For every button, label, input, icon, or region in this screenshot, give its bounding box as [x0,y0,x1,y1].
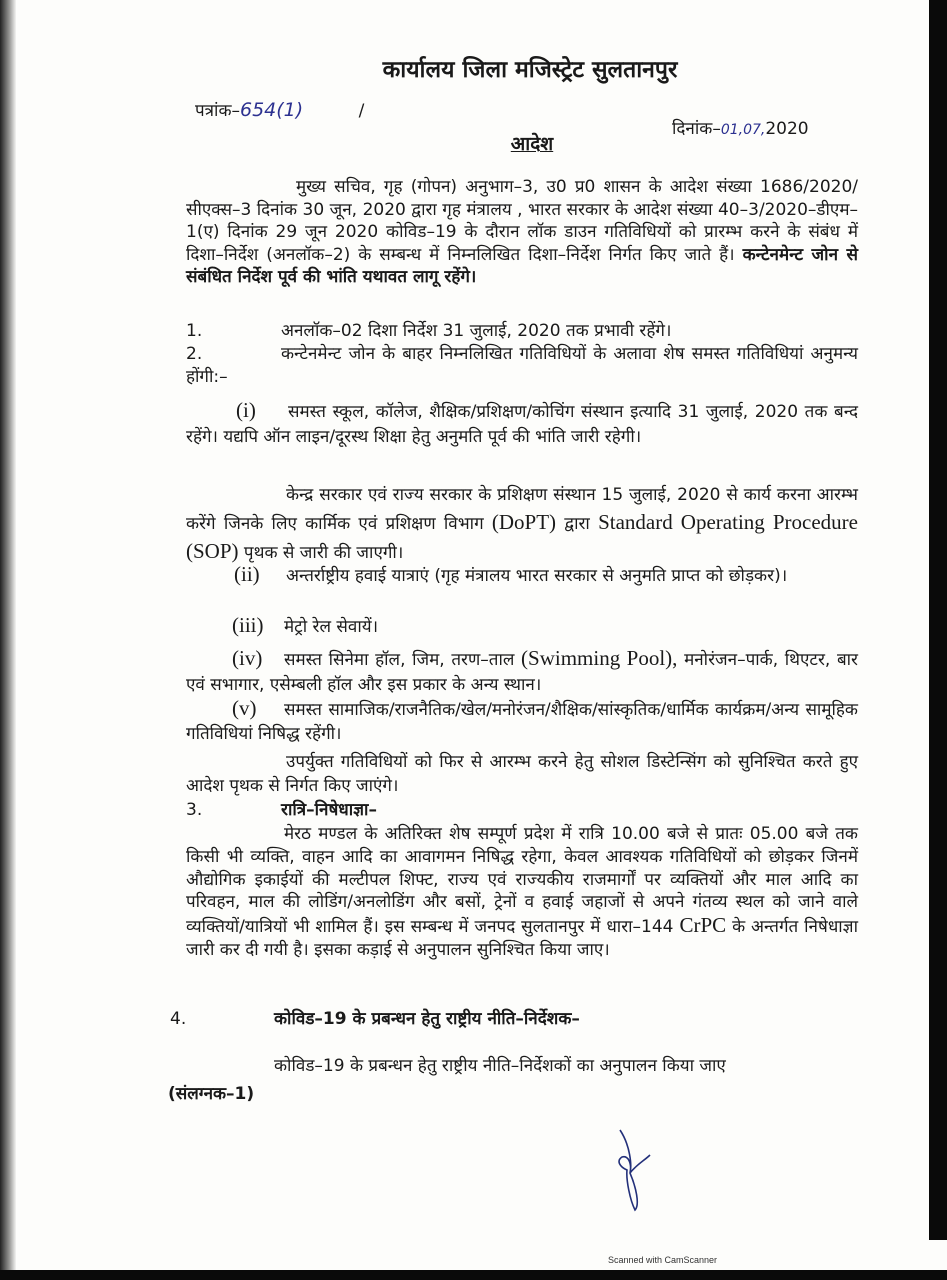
scan-edge-left [0,0,16,1280]
item-title: कोविड–19 के प्रबन्धन हेतु राष्ट्रीय नीति–निर्देशक– [274,1009,580,1029]
sub-item-text: समस्त स्कूल, कॉलेज, शैक्षिक/प्रशिक्षण/कोचिंग संस्थान इत्यादि 31 जुलाई, 2020 तक बन्द रहेंगे। यद्यपि ऑन लाइन/दूरस्थ शिक्षा हेतु अनुमति पूर्व की भांति जारी रहेगी। [186,402,858,447]
intro-bold-text: कन्टेनमेन्ट जोन से संबंधित निर्देश पूर्व की भांति यथावत लागू रहेंगे। [186,244,858,288]
sub-item-number: (iv) [232,646,263,670]
intro-text: मुख्य सचिव, गृह (गोपन) अनुभाग–3, उ0 प्र0 शासन के आदेश संख्या 1686/2020/सीएक्स–3 दिनांक 30 जून, 2020 द्वारा गृह मंत्रालय , भारत सरकार के आदेश संख्या 40–3/2020–डीएम–1(ए) दिनांक 29 जून 2020 कोविड–19 के दौरान लॉक डाउन गतिविधियों को प्रारम्भ करने के संबंध में दिशा–निर्देश (अनलॉक–2) के सम्बन्ध में निम्नलिखित दिशा–निर्देश निर्गत किए जाते हैं। [186,177,858,265]
curfew-text-b: के अन्तर्गत निषेधाज्ञा जारी कर दी गयी है। इसका कड़ाई से अनुपालन सुनिश्चित किया जाए। [186,917,858,960]
swimming-pool: (Swimming Pool), [521,646,678,670]
scan-edge-right [929,0,947,1240]
guidelines-text: कोविड–19 के प्रबन्धन हेतु राष्ट्रीय नीति–निर्देशकों का अनुपालन किया जाए [274,1056,726,1076]
office-heading: कार्यालय जिला मजिस्ट्रेट सुलतानपुर [382,57,678,83]
scanner-watermark: Scanned with CamScanner [608,1255,718,1265]
sub-item-i [186,398,858,449]
scan-edge-bottom [0,1270,947,1280]
training-end: पृथक से जारी की जाएगी। [243,543,404,563]
item-number: 3. [186,800,203,820]
sub-item-iv [186,646,858,698]
intro-paragraph [186,176,858,289]
sub-item-text: अन्तर्राष्ट्रीय हवाई यात्राएं (गृह मंत्रालय भारत सरकार से अनुमति प्राप्त को छोड़कर)। [286,566,788,586]
crpc: CrPC [679,913,727,938]
sub-item-number: (iii) [232,613,264,637]
sub-item-v [186,696,858,746]
sub-item-iii [186,614,858,639]
item-4-heading [170,1008,858,1031]
sop: Standard Operating Procedure (SOP) [186,510,858,563]
item-3-body [186,823,858,962]
signature [610,1125,670,1219]
sub-item-ii [186,562,858,588]
curfew-text: मेरठ मण्डल के अतिरिक्त शेष सम्पूर्ण प्रदेश में रात्रि 10.00 बजे से प्रातः 05.00 बजे तक किसी भी व्यक्ति, वाहन आदि का आवागमन निषिद्ध रहेगा, केवल आवश्यक गतिविधियों को छोड़कर जिनमें औद्योगिक इकाईयों की मल्टीपल शिफ्ट, राज्य एवं राज्यकीय राजमार्गों पर व्यक्तियों और माल आदि का परिवहन, माल की लोडिंग/अनलोडिंग और बसों, ट्रेनों व हवाई जहाजों से अपने गंतव्य स्थल को जाने वाले व्यक्तियों/यात्रियों भी शामिल हैं। इस सम्बन्ध में जनपद सुलतानपुर में धारा–144 [186,824,858,938]
resume-paragraph [186,750,858,798]
sub-item-number: (ii) [234,562,260,586]
signature-mark-icon [610,1125,670,1215]
sub-item-number: (v) [232,696,257,720]
dopt: (DoPT) [491,510,557,534]
item-1 [186,320,858,343]
training-text: केन्द्र सरकार एवं राज्य सरकार के प्रशिक्षण संस्थान 15 जुलाई, 2020 से कार्य करना आरम्भ करेंगे जिनके लिए कार्मिक एवं प्रशिक्षण विभाग [186,485,858,534]
item-number: 1. [186,321,203,341]
item-4-body [168,1052,858,1108]
date-year: 2020 [765,119,809,139]
sub-item-text: मेट्रो रेल सेवायें। [284,617,379,637]
reference-number [195,98,364,121]
sub-item-text-b: मनोरंजन–पार्क, थिएटर, बार एवं सभागार, एसेम्बली हॉल और इस प्रकार के अन्य स्थान। [186,650,859,695]
sub-item-text: समस्त सिनेमा हॉल, जिम, तरण–ताल [284,650,515,670]
sub-item-number: (i) [236,398,256,422]
training-via: द्वारा [564,514,590,534]
item-text: अनलॉक–02 दिशा निर्देश 31 जुलाई, 2020 तक प्रभावी रहेंगे। [281,321,672,341]
item-text: कन्टेनमेन्ट जोन के बाहर निम्नलिखित गतिविधियों के अलावा शेष समस्त गतिविधियां अनुमन्य होंगी:– [186,344,858,387]
annexure-ref: (संलग्नक–1) [168,1084,255,1104]
order-title: आदेश [510,133,554,155]
item-number: 2. [186,344,203,364]
item-number: 4. [170,1009,187,1029]
ref-separator: / [358,101,365,121]
ref-label: पत्रांक– [195,101,240,121]
training-paragraph [186,482,858,567]
item-2 [186,343,858,388]
item-3-heading [186,799,858,822]
sub-item-text: समस्त सामाजिक/राजनैतिक/खेल/मनोरंजन/शैक्षिक/सांस्कृतिक/धार्मिक कार्यक्रम/अन्य सामूहिक गतिविधियां निषिद्ध रहेंगी। [186,700,858,744]
date-label: दिनांक– [672,119,721,139]
ref-handwritten: 654(1) [240,99,304,121]
item-title: रात्रि–निषेधाज्ञा– [281,800,377,820]
date-handwritten: 01,07, [720,122,766,138]
resume-text: उपर्युक्त गतिविधियों को फिर से आरम्भ करने हेतु सोशल डिस्टेन्सिंग को सुनिश्चित करते हुए आदेश पृथक से निर्गत किए जाएंगे। [186,752,858,796]
